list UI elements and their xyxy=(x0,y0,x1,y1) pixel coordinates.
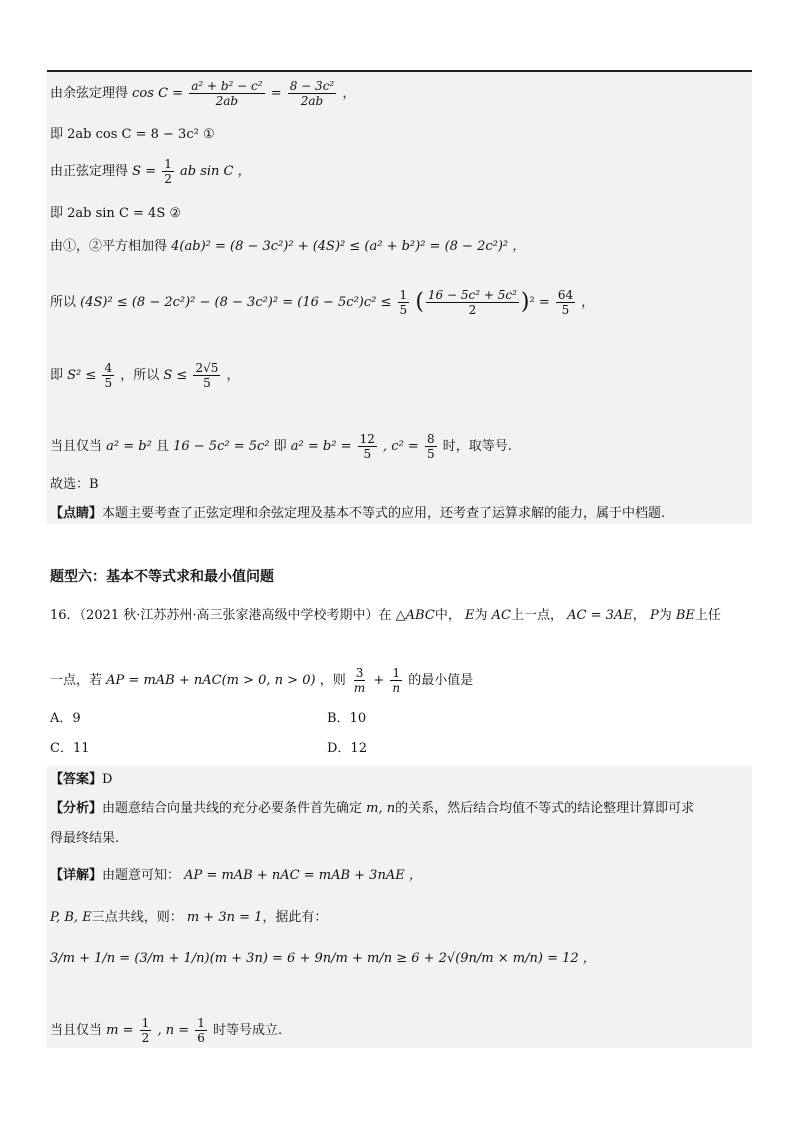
eq1-line: 即 2ab cos C = 8 − 3c² ① xyxy=(50,127,215,142)
collinear-line: P, B, E三点共线，则： m + 3n = 1，据此有： xyxy=(50,910,328,925)
question-line-2: 一点，若 AP = mAB + nAC(m > 0, n > 0) ，则 $\frac{3}{m}$ + $\frac{1}{n}$ 的最小值是 xyxy=(50,666,474,695)
inequality-line: 所以 (4S)² ≤ (8 − 2c²)² − (8 − 3c²)² = (16 − 5c²)c² ≤ $\frac{1}{5}$ ( $\frac{\text{16 − 5c² + 5c²}}{2}$ )² = $\frac{64}{5}$ ， xyxy=(50,288,595,317)
option-c: C．11 xyxy=(50,741,90,756)
detail-line: 【详解】由题意可知： AP = mAB + nAC = mAB + 3nAE ， xyxy=(50,868,422,883)
sin-law-line: 由正弦定理得 S = $\frac{1}{2}$ ab sin C ， xyxy=(50,157,251,186)
equality-condition-line: 当且仅当 a² = b² 且 16 − 5c² = 5c² 即 a² = b² = $\frac{12}{5}$ , c² = $\frac{8}{5}$ 时，取等号. xyxy=(50,432,512,461)
cos-law-line: 由余弦定理得 cos C = $\frac{\text{a² + b² − c²}}{2ab}$ = $\frac{\text{8 − 3c²}}{2ab}$ ， xyxy=(50,79,356,108)
analysis-line-1: 【分析】由题意结合向量共线的充分必要条件首先确定 m, n的关系，然后结合均值不等式的结论整理计算即可求 xyxy=(50,801,695,816)
comment-line: 【点睛】本题主要考查了正弦定理和余弦定理及基本不等式的应用，还考查了运算求解的能力，属于中档题. xyxy=(50,506,666,521)
choice-line: 故选：B xyxy=(50,477,99,492)
answer-line: 【答案】D xyxy=(50,772,113,787)
option-d: D．12 xyxy=(327,741,367,756)
am-gm-line: 3/m + 1/n = (3/m + 1/n)(m + 3n) = 6 + 9n/m + m/n ≥ 6 + 2√(9n/m × m/n) = 12 ， xyxy=(50,951,596,966)
square-sum-line: 由①，②平方相加得 4(ab)² = (8 − 3c²)² + (4S)² ≤ (a² + b²)² = (8 − 2c²)² ， xyxy=(50,239,526,254)
section-title: 题型六：基本不等式求和最小值问题 xyxy=(50,569,274,585)
option-a: A．9 xyxy=(50,711,81,726)
eq2-line: 即 2ab sin C = 4S ② xyxy=(50,206,182,221)
option-b: B．10 xyxy=(327,711,367,726)
final-equality-line: 当且仅当 m = $\frac{1}{2}$ , n = $\frac{1}{6}$ 时等号成立. xyxy=(50,1016,283,1045)
analysis-line-2: 得最终结果. xyxy=(50,831,120,846)
question-line-1: 16．（2021 秋·江苏苏州·高三张家港高级中学校考期中）在 △ABC中， E为 AC上一点， AC = 3AE， P为 BE上任 xyxy=(50,608,721,623)
s-bound-line: 即 S² ≤ $\frac{4}{5}$ ，所以 S ≤ $\frac{2√5}{5}$ ， xyxy=(50,361,240,390)
